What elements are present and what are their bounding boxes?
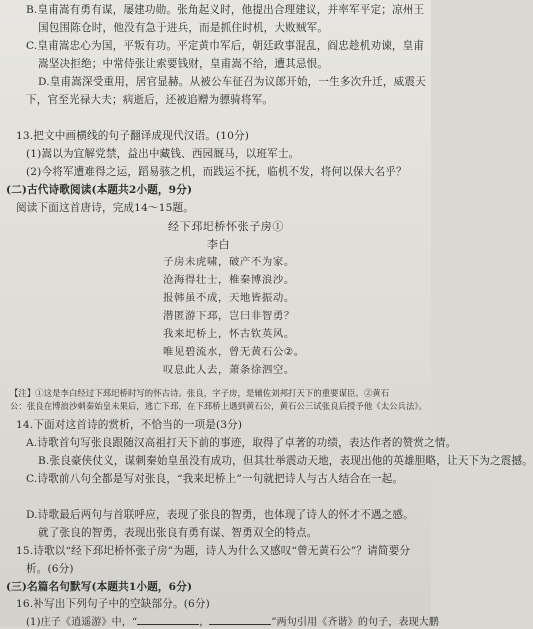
annotation-line-2: 公：张良在博浪沙刺秦始皇未果后，逃亡下邳，在下邳桥上遇到黄石公，黄石公三试张良后授予他《太公兵法》。 — [10, 401, 428, 411]
q16-item-1-prefix: (1)庄子《逍遥游》中，“ — [26, 617, 138, 628]
poem-line-4: 潜匿游下邳，岂曰非智勇？ — [163, 310, 295, 322]
question-15: 15.诗歌以“经下邳圯桥怀张子房”为题，诗人为什么又感叹“曾无黄石公”？请简要分 — [16, 545, 411, 557]
q14-option-c-1: D.诗歌最后两句与首联呼应，表现了张良的智勇，也体现了诗人的怀才不遇之感。 — [26, 509, 414, 521]
poem-line-2: 沧海得壮士，椎秦博浪沙。 — [163, 274, 295, 286]
option-b-line2: 国包围陈仓时，他没有急于进兵，而是抓住时机，大败贼军。 — [38, 22, 329, 34]
poem-line-7: 叹息此人去，萧条徐泗空。 — [163, 364, 295, 376]
q16-item-1-sep: ， — [199, 617, 210, 628]
poem-line-3: 报韩虽不成，天地皆振动。 — [163, 292, 295, 304]
option-c-line1: C.皇甫嵩忠心为国，平叛有功。平定黄巾军后，朝廷政事混乱，阎忠趁机劝谏，皇甫 — [26, 40, 425, 52]
option-d-line1: 下，官至光禄大夫；病逝后，还被追赠为骠骑将军。 — [26, 94, 274, 106]
poem-line-5: 我来圯桥上，怀古钦英风。 — [163, 328, 295, 340]
q15-line-2: 析。(6分) — [26, 563, 74, 575]
q14-option-b-1: C.诗歌前八句全都是写对张良，“我来圯桥上”一句就把诗人与古人结合在一起。 — [26, 473, 404, 485]
q16-item-1-suffix: ”两句引用《齐谐》的句子，表现大鹏 — [271, 617, 440, 628]
q14-option-c-2: 就了张良的智勇，表现出张良有勇有谋、智勇双全的特点。 — [38, 527, 318, 539]
annotation-line-1: 【注】①这是李白经过下邳圯桥时写的怀古诗。张良，字子房，是辅佐刘邦打天下的重要谋臣。②黄石 — [10, 388, 390, 398]
question-13: 13.把文中画横线的句子翻译成现代汉语。(10分) — [16, 130, 250, 142]
section-3-heading: (三)名篇名句默写(本题共1小题，6分) — [6, 581, 193, 593]
q14-option-a-2: B.张良豪侠仗义，谋刺秦始皇虽没有成功，但其壮举震动天地，表现出他的英雄胆略，让天下为之震撼。 — [38, 455, 533, 467]
answer-blank-2[interactable] — [209, 614, 271, 625]
q13-sentence-1: (1)嵩以为宜解党禁，益出中藏钱、西园厩马，以班军士。 — [26, 148, 300, 160]
question-16: 16.补写出下列句子中的空缺部分。(6分) — [16, 598, 210, 610]
option-b-line1: B.皇甫嵩有勇有谋，屡建功勋。张角起义时，他提出合理建议，并率军平定；凉州王 — [26, 4, 425, 16]
poem-title: 经下邳圯桥怀张子房① — [168, 220, 284, 233]
section-2-heading: (二)古代诗歌阅读(本题共2小题，9分) — [6, 184, 193, 196]
poem-author: 李白 — [207, 238, 231, 251]
poem-instruction: 阅读下面这首唐诗，完成14～15题。 — [16, 202, 194, 214]
option-c-line3: D.皇甫嵩深受重用，居官显赫。从被公车征召为议郎开始，一生多次升迁，威震天 — [38, 76, 426, 88]
q14-option-a-1: A.诗歌首句写张良跟随汉高祖打天下前的事迹，取得了卓著的功绩，表达作者的赞赏之情。 — [26, 437, 457, 449]
poem-line-1: 子房未虎啸，破产不为家。 — [163, 256, 295, 268]
poem-line-6: 唯见碧流水，曾无黄石公②。 — [163, 346, 305, 358]
question-14: 14.下面对这首诗的赏析，不恰当的一项是(3分) — [16, 419, 243, 431]
q13-sentence-2: (2)今将军遭难得之运，蹈易骇之机，而践运不抚，临机不发，将何以保大名乎？ — [26, 166, 407, 178]
answer-blank-1[interactable] — [137, 614, 199, 625]
q16-item-1 — [26, 614, 439, 629]
option-c-line2: 嵩坚决拒绝；中常侍张让索要钱财，皇甫嵩不给，遭其忌恨。 — [38, 58, 329, 70]
